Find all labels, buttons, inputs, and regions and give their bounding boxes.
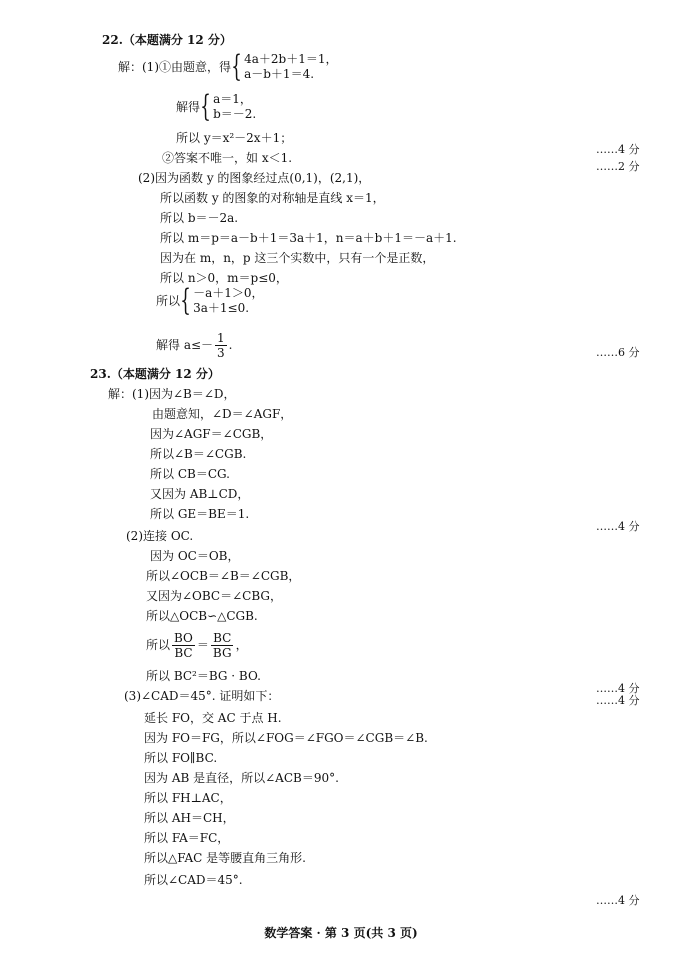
q23-p2-l5: 所以△OCB∽△CGB.: [146, 609, 258, 623]
q22-p2-l3: 所以 b＝－2a.: [160, 211, 239, 225]
q23-p3-l10: 所以∠CAD＝45°.: [144, 873, 243, 887]
score-marker: ……4 分: [596, 694, 640, 707]
q23-p3-l2: 延长 FO，交 AC 于点 H.: [144, 711, 282, 725]
fraction-denominator: BG: [212, 646, 232, 660]
q22-final: [156, 330, 233, 360]
q23-p3-l6: 所以 FH⊥AC，: [144, 791, 232, 805]
q22-header: 22.（本题满分 12 分）: [102, 33, 232, 47]
q23-p2-l7: 所以 BC²＝BG · BO.: [146, 669, 261, 683]
q23-p2-l2: 因为 OC＝OB，: [150, 549, 240, 563]
q23-p1-l4: 所以∠B＝∠CGB.: [150, 447, 247, 461]
score-marker: ……4 分: [596, 143, 640, 156]
left-brace-icon: {: [200, 89, 211, 124]
q23-p3-l8: 所以 FA＝FC，: [144, 831, 230, 845]
q22-inequality-system: [156, 283, 264, 318]
q22-p2-l5: 因为在 m，n，p 这三个实数中，只有一个是正数，: [160, 251, 435, 265]
q23-p3-l7: 所以 AH＝CH，: [144, 811, 235, 825]
q22-answer2: ②答案不唯一，如 x＜1.: [162, 151, 293, 165]
q23-p1-l1: 解：(1)因为∠B＝∠D，: [108, 387, 236, 401]
q22-p2-l6: 所以 n＞0，m＝p≤0，: [160, 271, 288, 285]
q23-p2-l1: (2)连接 OC.: [126, 529, 194, 543]
q23-p1-l2: 由题意知，∠D＝∠AGF，: [152, 407, 293, 421]
q22-sol1: a＝1，: [213, 92, 252, 106]
q23-header: 23.（本题满分 12 分）: [90, 367, 220, 381]
q22-p2-l1: (2)因为函数 y 的图象经过点(0,1)，(2,1)，: [138, 171, 371, 185]
q22-part1-system: [118, 49, 338, 84]
fraction-one-third: [215, 331, 227, 360]
q23-p3-l4: 所以 FO∥BC.: [144, 751, 218, 765]
q23-p2-l3: 所以∠OCB＝∠B＝∠CGB，: [146, 569, 301, 583]
fraction-bc-bg: [211, 631, 234, 660]
q23-p3-l5: 因为 AB 是直径，所以∠ACB＝90°.: [144, 771, 339, 785]
q23-ratio: [146, 628, 248, 662]
q22-sys-eq2: 3a＋1≤0.: [193, 301, 250, 315]
q22-part1-prefix: 解：(1)①由题意，得: [118, 60, 231, 74]
left-brace-icon: {: [231, 49, 242, 84]
page-footer: 数学答案 · 第 3 页(共 3 页): [264, 926, 418, 940]
q23-p1-l3: 因为∠AGF＝∠CGB，: [150, 427, 273, 441]
q22-sol2: b＝－2.: [213, 107, 257, 121]
q22-result: 所以 y＝x²－2x＋1；: [176, 131, 293, 145]
q22-p2-l4: 所以 m＝p＝a－b＋1＝3a＋1，n＝a＋b＋1＝－a＋1.: [160, 231, 457, 245]
q22-p2-l2: 所以函数 y 的图象的对称轴是直线 x＝1，: [160, 191, 385, 205]
q22-part1-eq1: 4a＋2b＋1＝1，: [244, 52, 338, 66]
fraction-denominator: BC: [174, 646, 193, 660]
fraction-bo-bc: [172, 631, 195, 660]
fraction-numerator: 1: [217, 331, 225, 345]
score-marker: ……4 分: [596, 682, 640, 695]
q22-sys-prefix: 所以: [156, 294, 181, 308]
score-marker: ……4 分: [596, 520, 640, 533]
score-marker: ……4 分: [596, 894, 640, 907]
fraction-denominator: 3: [217, 346, 225, 360]
q22-part1-eq2: a－b＋1＝4.: [244, 67, 315, 81]
q22-solve-system: [176, 89, 257, 124]
q22-solve-prefix: 解得: [176, 100, 201, 114]
score-marker: ……2 分: [596, 160, 640, 173]
fraction-numerator: BO: [174, 631, 193, 645]
left-brace-icon: {: [180, 283, 191, 318]
q23-p3-l3: 因为 FO＝FG，所以∠FOG＝∠FGO＝∠CGB＝∠B.: [144, 731, 428, 745]
q23-p3-l1: (3)∠CAD＝45°. 证明如下：: [124, 689, 280, 703]
q22-sys-eq1: －a＋1＞0，: [193, 286, 264, 300]
q22-final-suffix: .: [228, 338, 233, 352]
score-marker: ……6 分: [596, 346, 640, 359]
q23-ratio-suffix: ，: [235, 638, 248, 652]
q23-p2-l4: 又因为∠OBC＝∠CBG，: [146, 589, 282, 603]
fraction-numerator: BC: [213, 631, 232, 645]
q23-p1-l7: 所以 GE＝BE＝1.: [150, 507, 250, 521]
q23-p1-l5: 所以 CB＝CG.: [150, 467, 230, 481]
q23-p3-l9: 所以△FAC 是等腰直角三角形.: [144, 851, 306, 865]
q23-ratio-prefix: 所以: [146, 638, 171, 652]
q23-p1-l6: 又因为 AB⊥CD，: [150, 487, 250, 501]
q23-ratio-equals: ＝: [196, 638, 209, 652]
q22-final-prefix: 解得 a≤－: [156, 338, 214, 352]
